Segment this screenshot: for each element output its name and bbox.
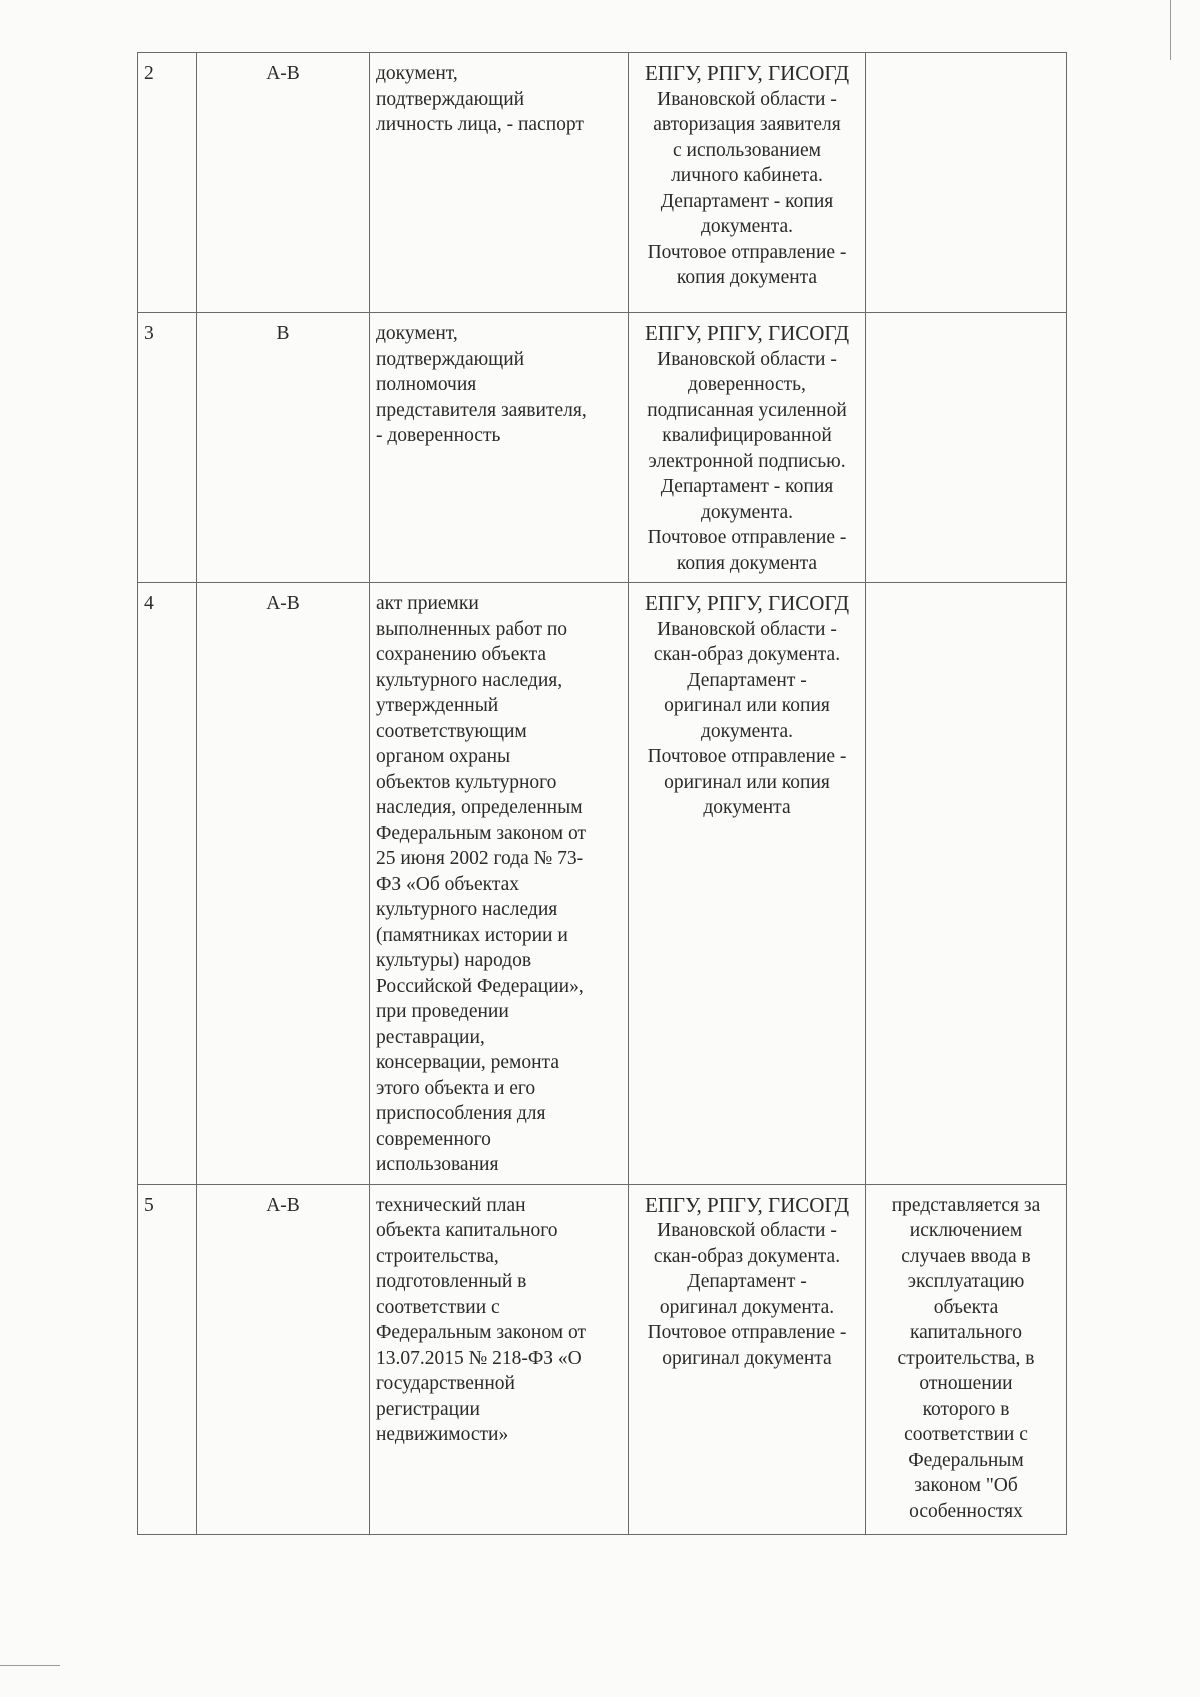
document-text: технический план объекта капитального строительства, подготовленный в соответствии с Федеральным законом от 13.07.2015 № 218-ФЗ «О государственной регистрации недвижимости» [376, 1194, 586, 1445]
document-text: документ, подтверждающий личность лица, - паспорт [376, 63, 584, 135]
row-number: 4 [138, 583, 197, 1185]
submission-method-heading: ЕПГУ, РПГУ, ГИСОГД [644, 591, 850, 615]
submission-method [629, 1184, 866, 1534]
row-note [866, 1184, 1067, 1534]
document-text: акт приемки выполненных работ по сохранению объекта культурного наследия, утвержденный соответствующим органом охраны объектов культурного наследия, определенным Федеральным законом от 25 июня 2002 года № 73- ФЗ «Об объектах культурного наследия (памятниках истории и культуры) народов Российской Федерации», при проведении реставрации, консервации, ремонта этого объекта и его приспособления для современного использования [376, 593, 586, 1175]
submission-method-heading: ЕПГУ, РПГУ, ГИСОГД [644, 321, 850, 345]
submission-method [629, 53, 866, 313]
submission-method-text: Ивановской области - скан-образ документа. Департамент - оригинал или копия документа. Почтовое отправление - оригинал или копия документа [647, 618, 847, 818]
applicant-category: А-В [197, 583, 370, 1185]
submission-method-text: Ивановской области - доверенность, подписанная усиленной квалифицированной электронной подписью. Департамент - копия документа. Почтовое отправление - копия документа [647, 348, 847, 574]
row-number: 5 [138, 1184, 197, 1534]
row-number: 3 [138, 313, 197, 583]
submission-method-text: Ивановской области - авторизация заявителя с использованием личного кабинета. Департамент - копия документа. Почтовое отправление - копия документа [647, 88, 847, 288]
row-note [866, 53, 1067, 313]
applicant-category: А-В [197, 53, 370, 313]
row-note [866, 583, 1067, 1185]
applicant-category: В [197, 313, 370, 583]
table-row [138, 53, 1067, 313]
submission-method-text: Ивановской области - скан-образ документа. Департамент - оригинал документа. Почтовое отправление - оригинал документа [647, 1220, 847, 1369]
scan-artifact-line [1170, 0, 1171, 60]
document-description [370, 1184, 629, 1534]
submission-method-heading: ЕПГУ, РПГУ, ГИСОГД [644, 1192, 850, 1217]
document-description [370, 53, 629, 313]
document-text: документ, подтверждающий полномочия представителя заявителя, - доверенность [376, 323, 587, 446]
requirements-table [137, 52, 1067, 1535]
scan-artifact-line [0, 1665, 60, 1666]
row-number: 2 [138, 53, 197, 313]
submission-method-heading: ЕПГУ, РПГУ, ГИСОГД [644, 61, 850, 85]
applicant-category: А-В [197, 1184, 370, 1534]
document-description [370, 313, 629, 583]
table-row [138, 1184, 1067, 1534]
table-row [138, 583, 1067, 1185]
submission-method [629, 583, 866, 1185]
note-text: представляется за исключением случаев ввода в эксплуатацию объекта капитального строительства, в отношении которого в соответствии с Федеральным законом "Об особенностях [891, 1194, 1041, 1522]
submission-method [629, 313, 866, 583]
document-description [370, 583, 629, 1185]
row-note [866, 313, 1067, 583]
table-row [138, 313, 1067, 583]
